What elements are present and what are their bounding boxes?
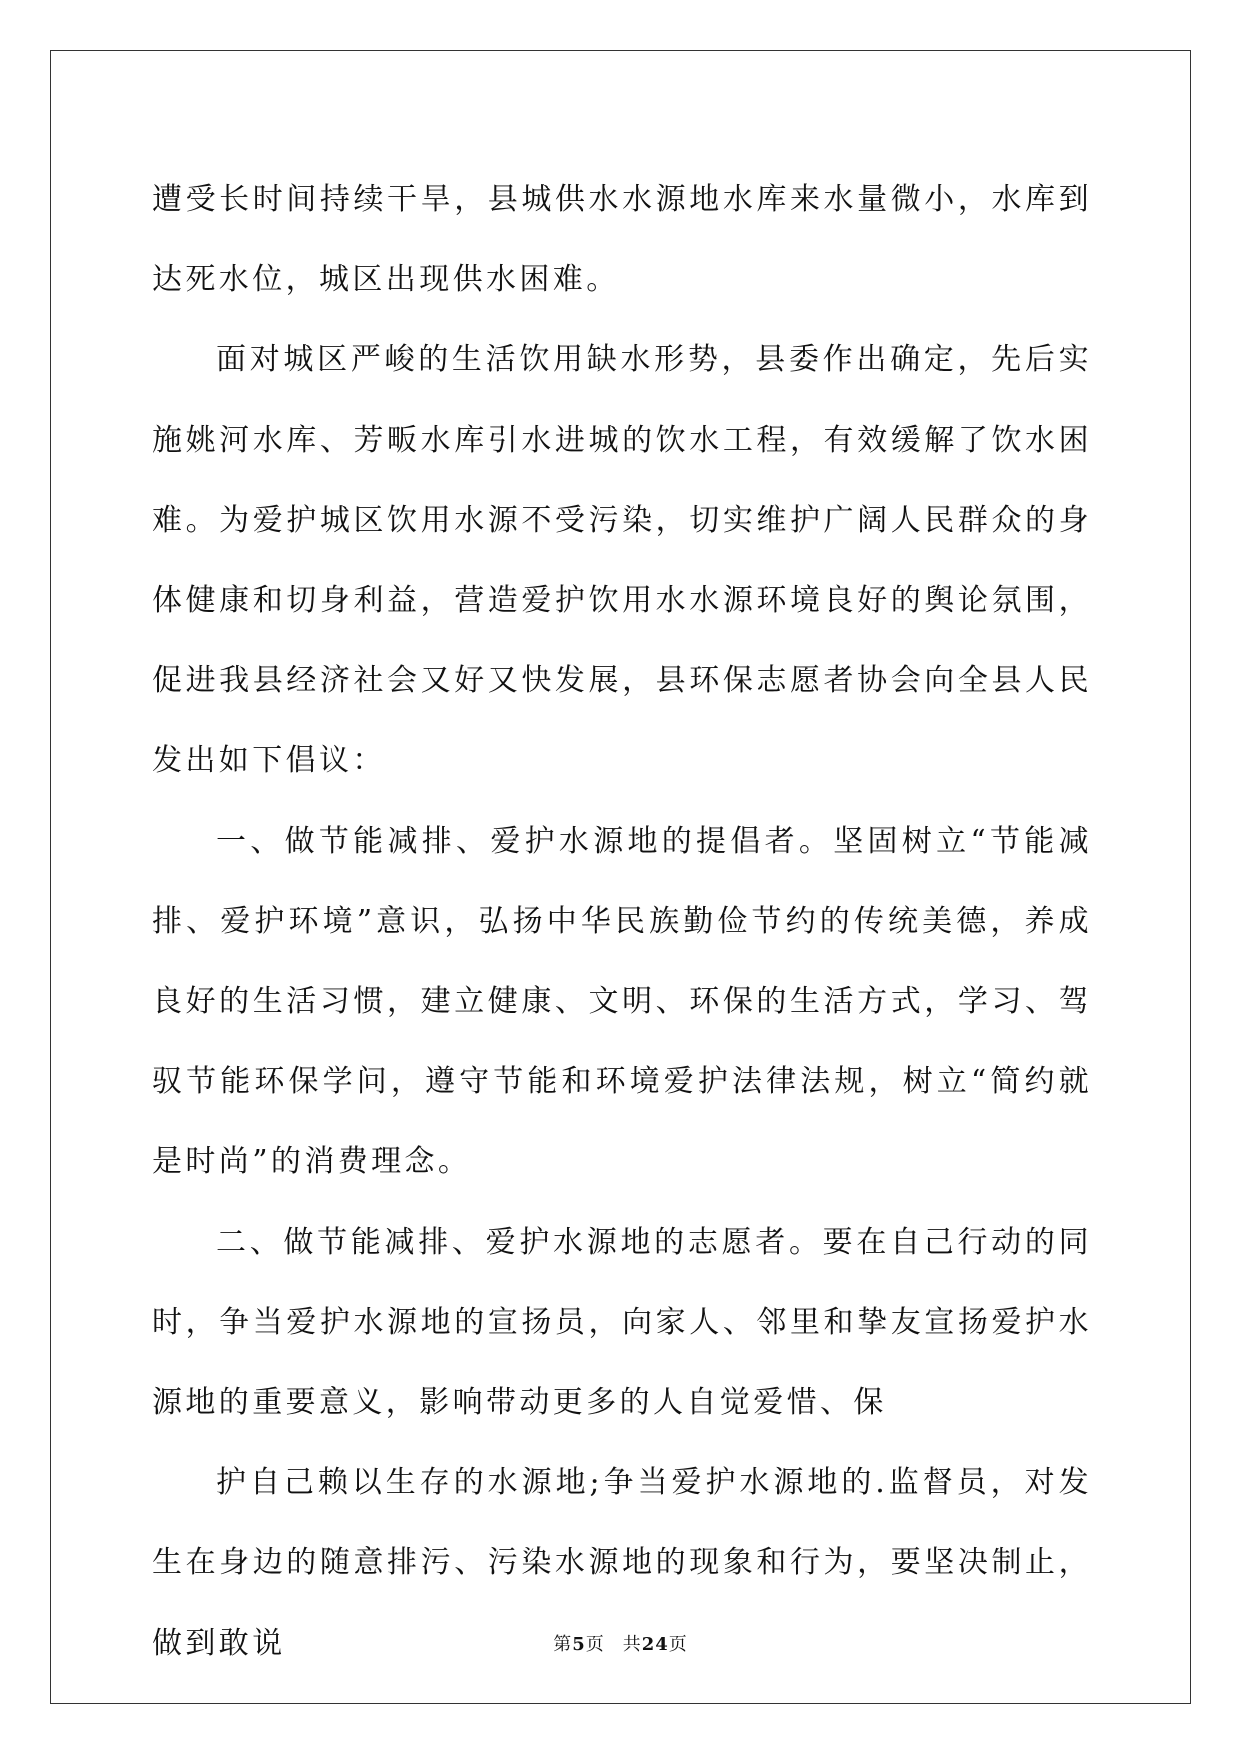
document-body <box>152 160 1092 1684</box>
total-pages-number: 24 <box>641 1634 669 1655</box>
total-suffix: 页 <box>668 1634 688 1655</box>
paragraph-4: 二、做节能减排、爱护水源地的志愿者。要在自己行动的同时，争当爱护水源地的宣扬员，向家人、邻里和挚友宣扬爱护水源地的重要意义，影响带动更多的人自觉爱惜、保 <box>152 1224 1092 1421</box>
current-page-number: 5 <box>572 1634 586 1655</box>
paragraph-3: 一、做节能减排、爱护水源地的提倡者。坚固树立“节能减排、爱护环境”意识，弘扬中华民族勤俭节约的传统美德，养成良好的生活习惯，建立健康、文明、环保的生活方式，学习、驾驭节能环保学问，遵守节能和环境爱护法律法规，树立“简约就是时尚”的消费理念。 <box>152 823 1092 1180</box>
paragraph-1: 遭受长时间持续干旱，县城供水水源地水库来水量微小，水库到达死水位，城区出现供水困难。 <box>152 182 1092 298</box>
page-footer <box>0 1630 1241 1656</box>
total-prefix: 共 <box>622 1634 642 1655</box>
paragraph-5: 护自己赖以生存的水源地;争当爱护水源地的.监督员，对发生在身边的随意排污、污染水源地的现象和行为，要坚决制止，做到敢说 <box>152 1465 1092 1661</box>
page-prefix: 第 <box>553 1634 573 1655</box>
page-suffix: 页 <box>585 1634 605 1655</box>
paragraph-2: 面对城区严峻的生活饮用缺水形势，县委作出确定，先后实施姚河水库、芳畈水库引水进城的饮水工程，有效缓解了饮水困难。为爱护城区饮用水源不受污染，切实维护广阔人民群众的身体健康和切身利益，营造爱护饮用水水源环境良好的舆论氛围，促进我县经济社会又好又快发展，县环保志愿者协会向全县人民发出如下倡议： <box>152 342 1092 779</box>
